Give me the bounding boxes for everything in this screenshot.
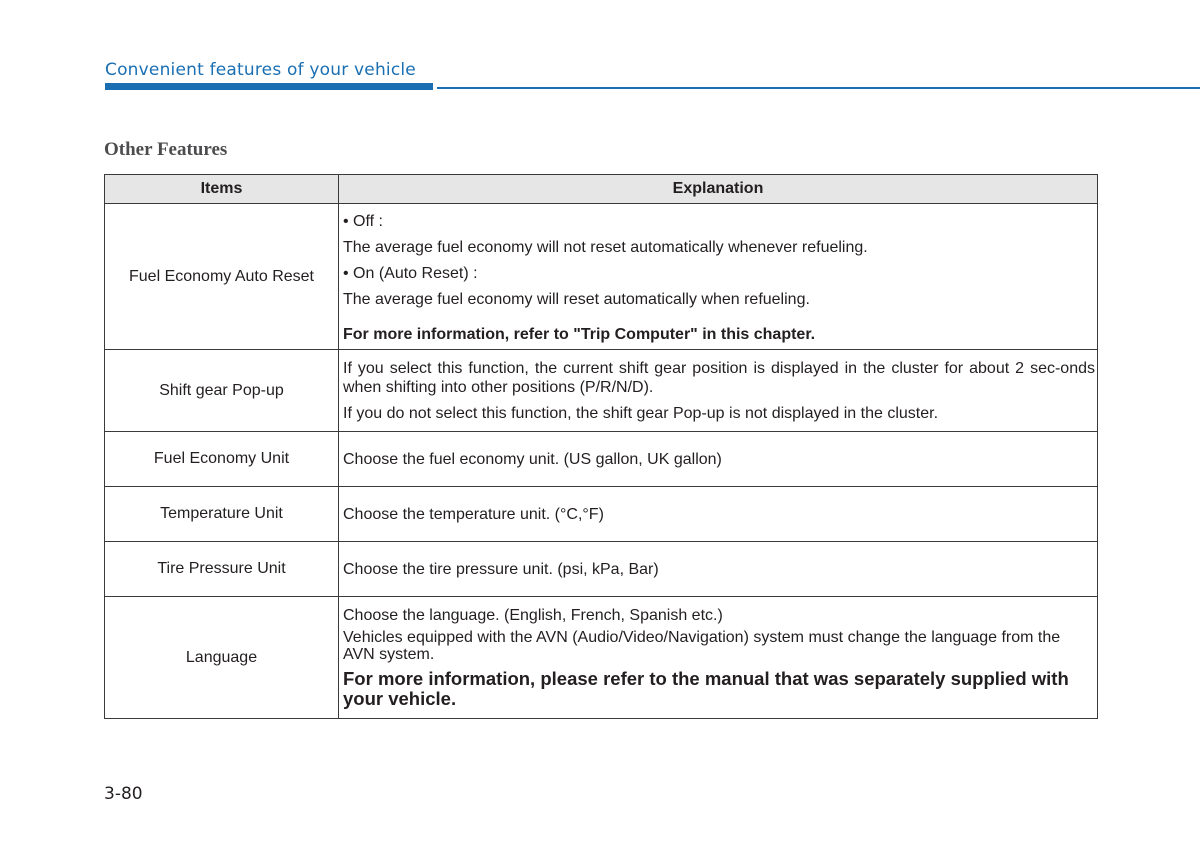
table-row	[105, 487, 1098, 542]
explanation-line: If you do not select this function, the shift gear Pop-up is not displayed in the cluster.	[343, 404, 939, 422]
explanation-cell	[339, 204, 1098, 350]
header-accent-bar	[105, 83, 433, 90]
explanation-cell	[339, 350, 1098, 432]
item-cell: Temperature Unit	[105, 487, 339, 542]
table-header-row	[105, 175, 1098, 204]
explanation-cell: Choose the fuel economy unit. (US gallon, UK gallon)	[339, 432, 1098, 487]
table-row	[105, 350, 1098, 432]
chapter-header-title: Convenient features of your vehicle	[105, 60, 416, 80]
explanation-cell: Choose the tire pressure unit. (psi, kPa, Bar)	[339, 542, 1098, 597]
item-cell: Tire Pressure Unit	[105, 542, 339, 597]
table-row	[105, 542, 1098, 597]
explanation-line: • Off :	[343, 212, 383, 230]
table-row	[105, 204, 1098, 350]
item-cell: Fuel Economy Unit	[105, 432, 339, 487]
table-row	[105, 597, 1098, 719]
section-title: Other Features	[104, 139, 228, 160]
features-table	[104, 174, 1098, 719]
explanation-line: If you select this function, the current shift gear position is displayed in the cluster for about 2 sec-onds when shifting into other positions (P/R/N/D).	[343, 359, 1095, 396]
column-header-explanation: Explanation	[339, 175, 1098, 204]
explanation-line: The average fuel economy will not reset automatically whenever refueling.	[343, 238, 868, 256]
header-rule	[437, 87, 1200, 89]
column-header-items: Items	[105, 175, 339, 204]
explanation-note: For more information, refer to "Trip Computer" in this chapter.	[343, 325, 816, 343]
explanation-line: Choose the language. (English, French, Spanish etc.)	[343, 607, 723, 624]
item-cell: Language	[105, 597, 339, 719]
explanation-cell: Choose the temperature unit. (°C,°F)	[339, 487, 1098, 542]
table-row	[105, 432, 1098, 487]
explanation-note: For more information, please refer to the manual that was separately supplied with your vehicle.	[343, 668, 1069, 709]
explanation-line: • On (Auto Reset) :	[343, 264, 478, 282]
item-cell: Shift gear Pop-up	[105, 350, 339, 432]
explanation-cell	[339, 597, 1098, 719]
item-cell: Fuel Economy Auto Reset	[105, 204, 339, 350]
page-number: 3-80	[104, 784, 143, 804]
explanation-line: Vehicles equipped with the AVN (Audio/Video/Navigation) system must change the language from the AVN system.	[343, 629, 1061, 663]
explanation-line: The average fuel economy will reset automatically when refueling.	[343, 290, 810, 308]
